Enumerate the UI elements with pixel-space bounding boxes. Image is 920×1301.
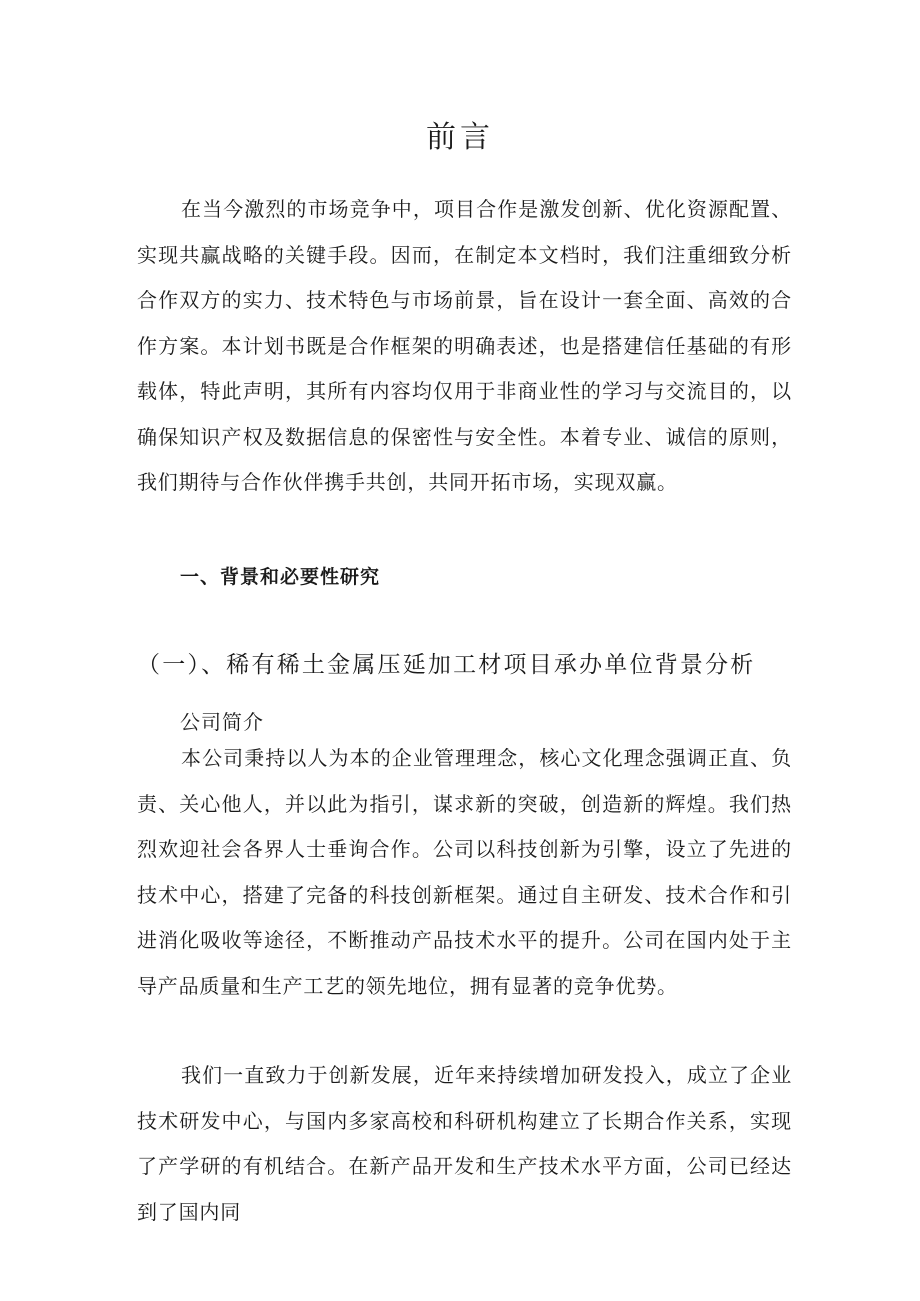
company-paragraph: 我们一直致力于创新发展，近年来持续增加研发投入，成立了企业技术研发中心，与国内多家高校和科研机构建立了长期合作关系，实现了产学研的有机结合。在新产品开发和生产技术水平方面，公司已经达到了国内同 [137,1063,792,1224]
section-heading: 一、背景和必要性研究 [180,566,381,588]
page-title: 前言 [426,120,494,155]
company-intro-heading: 公司简介 [180,710,264,734]
preface-paragraph: 在当今激烈的市场竞争中，项目合作是激发创新、优化资源配置、实现共赢战略的关键手段。因而，在制定本文档时，我们注重细致分析合作双方的实力、技术特色与市场前景，旨在设计一套全面、高效的合作方案。本计划书既是合作框架的明确表述，也是搭建信任基础的有形载体，特此声明，其所有内容均仅用于非商业性的学习与交流目的，以确保知识产权及数据信息的保密性与安全性。本着专业、诚信的原则，我们期待与合作伙伴携手共创，共同开拓市场，实现双赢。 [137,197,792,494]
company-paragraph: 本公司秉持以人为本的企业管理理念，核心文化理念强调正直、负责、关心他人，并以此为指引，谋求新的突破，创造新的辉煌。我们热烈欢迎社会各界人士垂询合作。公司以科技创新为引擎，设立了先进的技术中心，搭建了完备的科技创新框架。通过自主研发、技术合作和引进消化吸收等途径，不断推动产品技术水平的提升。公司在国内处于主导产品质量和生产工艺的领先地位，拥有显著的竞争优势。 [137,746,792,998]
subsection-heading: （一）、稀有稀土金属压延加工材项目承办单位背景分析 [137,652,756,678]
